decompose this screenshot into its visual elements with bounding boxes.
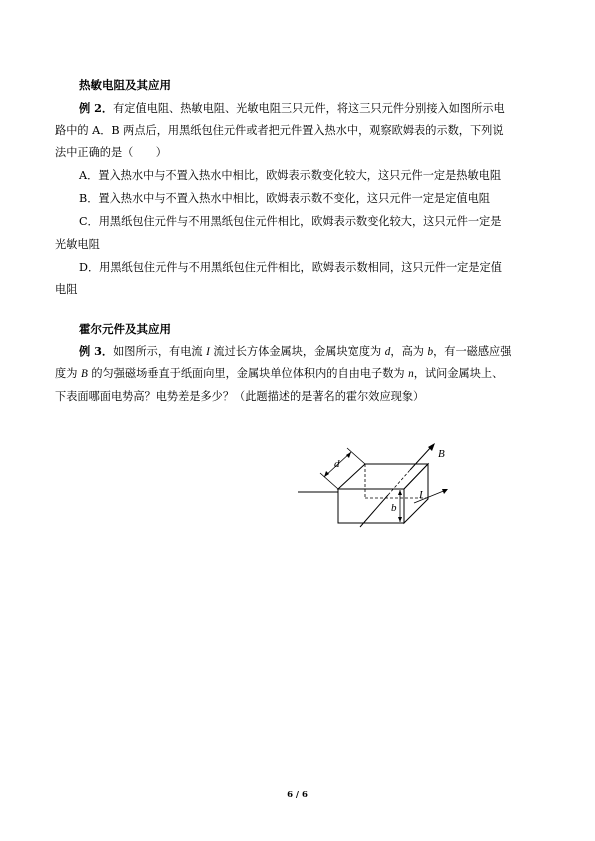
section-heading-thermistor: 热敏电阻及其应用: [79, 78, 171, 92]
example-3-text: ，有一磁感应强: [433, 345, 512, 358]
label-d: d: [334, 458, 340, 470]
option-d-line-1: D．用黑纸包住元件与不用黑纸包住元件相比，欧姆表示数相同，这只元件一定是定值: [79, 261, 502, 274]
label-b: b: [391, 502, 397, 514]
example-3-text: 的匀强磁场垂直于纸面向里，金属块单位体积内的自由电子数为: [87, 367, 409, 380]
example-2-label: 例 2．: [79, 101, 114, 115]
var-B: B: [80, 368, 88, 380]
example-3-text: 如图所示，有电流: [113, 345, 207, 358]
d-arrowhead-1: [324, 471, 329, 477]
var-d: d: [384, 346, 391, 358]
option-c-line-2: 光敏电阻: [55, 238, 100, 251]
example-3-line-1: [79, 344, 511, 359]
option-b: B．置入热水中与不置入热水中相比，欧姆表示数不变化，这只元件一定是定值电阻: [79, 192, 490, 205]
example-3-text: 度为: [55, 367, 81, 380]
example-3-line-2: [55, 367, 503, 381]
option-a: A．置入热水中与不置入热水中相比，欧姆表示数变化较大，这只元件一定是热敏电阻: [79, 169, 502, 182]
page-number: 6 / 6: [287, 790, 308, 800]
example-2-line-1: [79, 101, 505, 116]
example-2-text-1: 有定值电阻、热敏电阻、光敏电阻三只元件，将这三只元件分别接入如图所示电: [113, 102, 505, 115]
example-3-line-3: 下表面哪面电势高？电势差是多少？（此题描述的是著名的霍尔效应现象）: [55, 390, 425, 403]
d-dimension-ext-1: [320, 473, 338, 489]
label-I: I: [419, 489, 423, 501]
example-3-text: ，高为: [390, 345, 428, 358]
example-3-text: 流过长方体金属块，金属块宽度为: [209, 345, 385, 358]
hall-effect-figure: [298, 443, 458, 538]
var-I: I: [206, 346, 210, 358]
example-3-label: 例 3．: [79, 344, 114, 358]
var-b: b: [427, 346, 434, 358]
example-3-text: ，试问金属块上、: [413, 367, 504, 380]
d-arrowhead-2: [346, 452, 351, 458]
example-2-line-2: 路中的 A．B 两点后，用黑纸包住元件或者把元件置入热水中，观察欧姆表的示数，下列说: [55, 124, 504, 137]
option-d-line-2: 电阻: [55, 283, 78, 296]
section-heading-hall-element: 霍尔元件及其应用: [79, 322, 171, 336]
example-2-line-3: 法中正确的是（ ）: [55, 146, 167, 159]
d-dimension-ext-2: [347, 448, 365, 464]
var-n: n: [408, 368, 414, 380]
label-B: B: [438, 448, 445, 460]
option-c-line-1: C．用黑纸包住元件与不用黑纸包住元件相比，欧姆表示数变化较大，这只元件一定是: [79, 215, 502, 228]
